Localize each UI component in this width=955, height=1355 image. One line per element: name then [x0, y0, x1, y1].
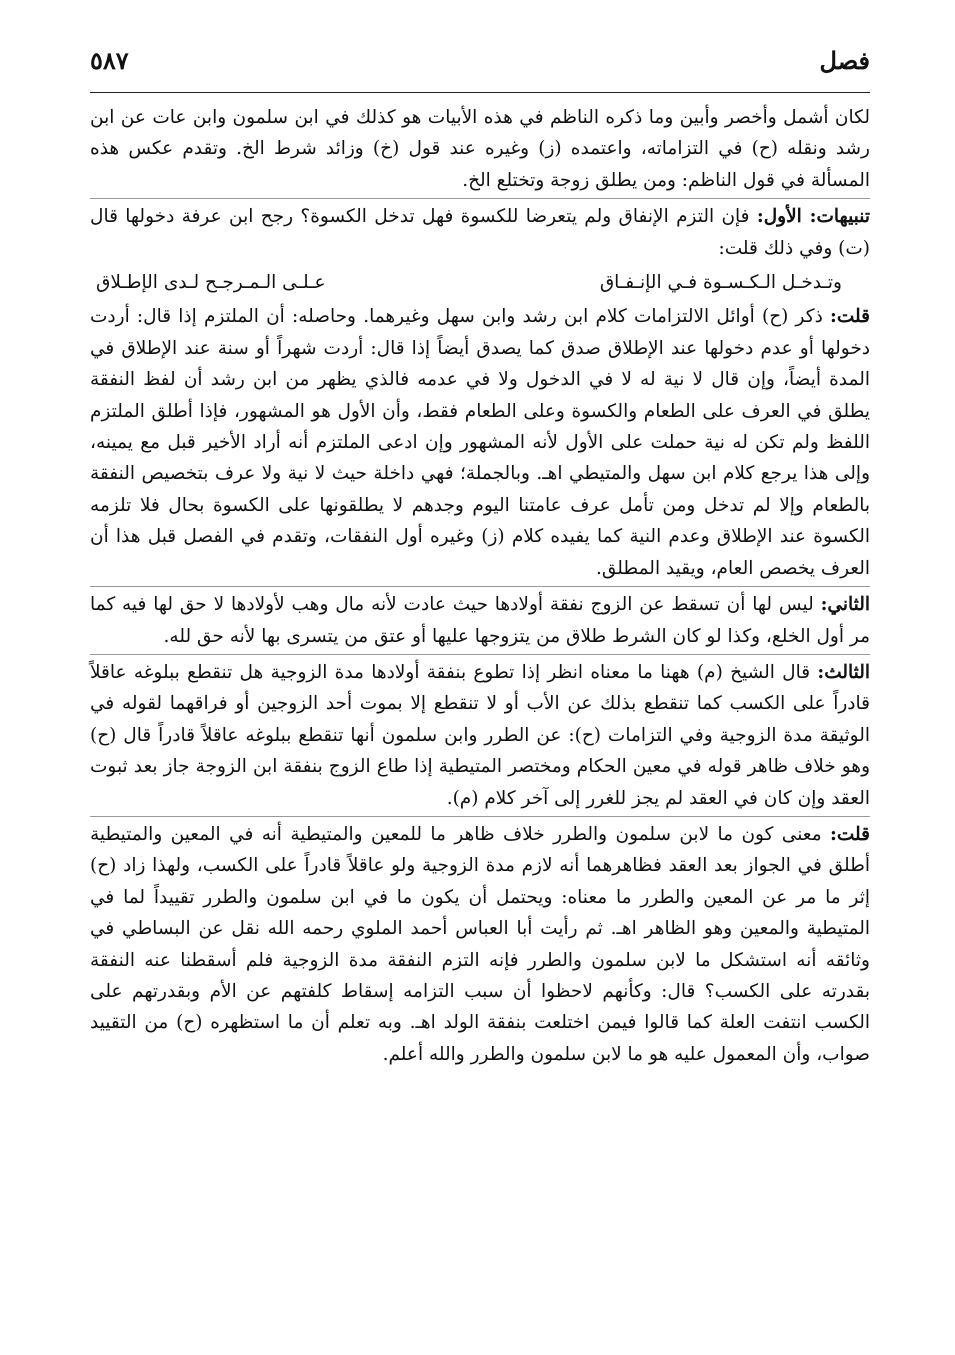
- paragraph-lead: الثالث:: [817, 661, 870, 683]
- paragraph-lead: قلت:: [830, 823, 870, 845]
- paragraph-tanbihat: [90, 198, 870, 264]
- paragraph-lead: الثاني:: [820, 594, 870, 616]
- paragraph-text: معنى كون ما لابن سلمون والطرر خلاف ظاهر ما للمعين والمتيطية أنه في المعين والمتيطية أطلق في الجواز بعد العقد فظاهرهما أنه لازم مدة الزوجية ولو عاقلاً قادراً على الكسب، ولهذا زاد (ح) إثر ما مر عن المعين والطرر ما معناه: ويحتمل أن يكون ما في ابن سلمون والطرر تقييداً لما في المتيطية والمعين وهو الظاهر اهـ. ثم رأيت أبا العباس أحمد الملوي رحمه الله نقل عن البساطي في وثائقه أنه استشكل ما لابن سلمون والطرر فإنه التزم النفقة مدة الزوجية فلم أسقطنا عنه النفقة بقدرته على الكسب؟ قال: وكأنهم لاحظوا أن سبب التزامه إسقاط كلفتهم عن الأم وبقدرتهم على الكسب انتفت العلة كما قالوا فيمن اختلعت بنفقة الولد اهـ. وبه تعلم أن ما استظهره (ح) من التقييد صواب، وأن المعمول عليه هو ما لابن سلمون والطرر والله أعلم.: [90, 823, 870, 1065]
- paragraph-qultu-1: [90, 301, 870, 584]
- paragraph-thalith: [90, 654, 870, 814]
- paragraph-qultu-2: [90, 816, 870, 1070]
- paragraph-lead: تنبيهات: الأول:: [756, 206, 870, 228]
- paragraph-text: ليس لها أن تسقط عن الزوج نفقة أولادها حيث عادت لأنه مال وهب لأولادها لا حق لها فيه كما مر أول الخلع، وكذا لو كان الشرط طلاق من يتزوجها عليها أو عتق من يتسرى بها لأنه حق لله.: [90, 594, 870, 647]
- verse-second-hemistich: عـلـى الـمـرجـح لـدى الإطـلاق: [96, 272, 326, 294]
- chapter-title: فصل: [819, 46, 870, 75]
- page-header: [90, 40, 870, 80]
- paragraph-text: لكان أشمل وأخصر وأبين وما ذكره الناظم في هذه الأبيات هو كذلك في ابن سلمون وابن عات عن ابن رشد ونقله (ح) في التزاماته، واعتمده (ز) وغيره عند قول (خ) وزائد شرط الخ. وتقدم عكس هذه المسألة في قول الناظم: ومن يطلق زوجة وتختلع الخ.: [90, 107, 870, 191]
- paragraph-intro: [90, 102, 870, 196]
- page-body: [90, 102, 870, 1070]
- header-rule: [90, 92, 870, 93]
- paragraph-thani: [90, 586, 870, 652]
- paragraph-lead: قلت:: [830, 306, 870, 328]
- paragraph-text: قال الشيخ (م) ههنا ما معناه انظر إذا تطوع بنفقة أولادها مدة الزوجية هل تنقطع ببلوغه عاقلاً قادراً على الكسب كما تنقطع بذلك عن الأب أو لا تنقطع إلا بموت أحد الزوجين أو فراقهما لقوله في الوثيقة مدة الزوجية وفي التزامات (ح): عن الطرر وابن سلمون أنها تنقطع ببلوغه عاقلاً قادراً قال (ح) وهو خلاف ظاهر قوله في معين الحكام ومختصر المتيطية إذا طاع الزوج بنفقة ابن الزوجة جاز بعد ثبوت العقد وإن كان في العقد لم يجز للغرر إلى آخر كلام (م).: [90, 661, 870, 809]
- document-page: [90, 40, 870, 1330]
- paragraph-text: فإن التزم الإنفاق ولم يتعرضا للكسوة فهل تدخل الكسوة؟ رجح ابن عرفة دخولها قال (ت) وفي ذلك قلت:: [90, 206, 870, 259]
- paragraph-text: ذكر (ح) أوائل الالتزامات كلام ابن رشد وابن سهل وغيرهما. وحاصله: أن الملتزم إذا قال: أردت دخولها أو عدم دخولها عند الإطلاق صدق كما يصدق أيضاً إذا قال: أردت شهراً أو سنة عند الإطلاق في المدة أيضاً، وإن قال لا نية له لا في الدخول ولا في عدمه فالذي يظهر من ابن رشد أن لفظ النفقة يطلق في العرف على الطعام والكسوة وعلى الطعام فقط، وأن الأول هو المشهور، فإذا أطلق الملتزم اللفظ ولم تكن له نية حملت على الأول لأنه المشهور وإن ادعى الملتزم أنه أراد الأخير قبل مع يمينه، وإلى هذا يرجع كلام ابن سهل والمتيطي اهـ. وبالجملة؛ فهي داخلة حيث لا نية ولا عرف بتخصيص النفقة بالطعام وإلا لم تدخل ومن تأمل عرف عامتنا اليوم وجدهم لا يطلقونها على الكسوة بحال فلا تلزمه الكسوة عند الإطلاق وعدم النية كما يفيده كلام (ز) وغيره أول النفقات، وتقدم في الفصل قبل هذا أن العرف يخصص العام، ويقيد المطلق.: [90, 306, 870, 579]
- page-number: ٥٨٧: [90, 46, 129, 75]
- verse-first-hemistich: وتـدخـل الـكـسـوة فـي الإنـفـاق: [599, 272, 842, 294]
- poem-verse: [90, 267, 870, 298]
